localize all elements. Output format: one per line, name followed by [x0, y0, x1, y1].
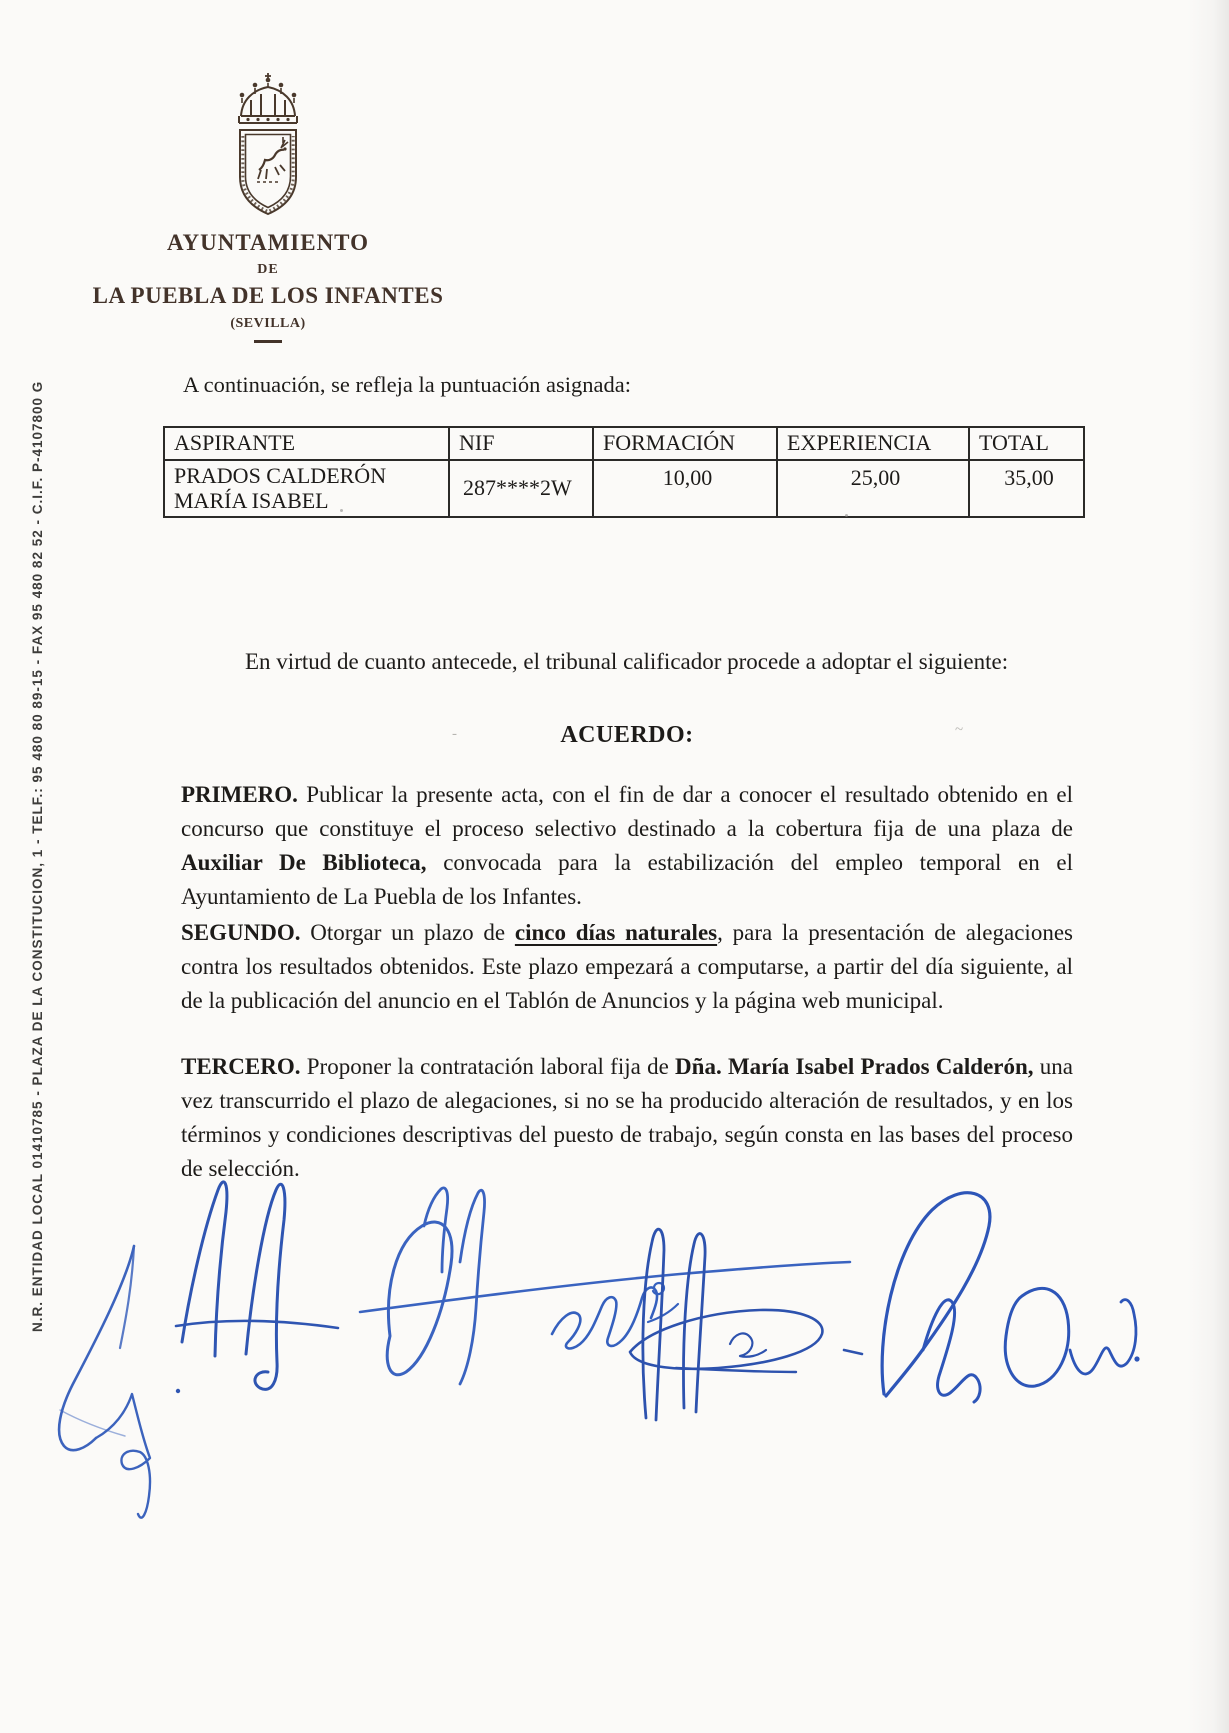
signature-2 [176, 1182, 338, 1393]
scan-speck-tilde: ~ [955, 722, 964, 738]
col-header-nif: NIF [449, 427, 593, 460]
municipal-coat-of-arms-icon [215, 70, 321, 220]
primero-text-1: Publicar la presente acta, con el fin de dar a conocer el resultado obtenido en el concurso que constituye el proceso selectivo destinado a la cobertura fija de una plaza de [181, 782, 1073, 841]
scan-speck-dash: - [452, 726, 457, 742]
cell-aspirante [164, 460, 449, 517]
paragraph-primero [181, 778, 1073, 914]
cell-experiencia: 25,00 [777, 460, 969, 517]
score-table [163, 426, 1085, 518]
aspirante-surname: PRADOS CALDERÓN [174, 463, 387, 488]
col-header-total: TOTAL [969, 427, 1084, 460]
intro-line: A continuación, se refleja la puntuación asignada: [183, 372, 631, 397]
tercero-lead: TERCERO. [181, 1054, 301, 1079]
segundo-text-2: , para la presentación de alegaciones contra los resultados obtenidos. Este plazo empezará a computarse, a partir del día siguiente, al de la publicación del anuncio en el Tablón de Anuncios y la página web municipal. [181, 920, 1073, 1013]
preamble-paragraph: En virtud de cuanto antecede, el tribunal calificador procede a adoptar el siguiente: [245, 649, 1009, 674]
acuerdo-heading: ACUERDO: [560, 722, 694, 748]
scan-speck [340, 509, 343, 512]
registration-sideline: N.R. ENTIDAD LOCAL 01410785 - PLAZA DE LA CONSTITUCION, 1 - TELF.: 95 480 80 89-15 - FAX 95 480 82 52 - C.I.F. P-4107800 G [30, 380, 45, 1332]
primero-lead: PRIMERO. [181, 782, 298, 807]
col-header-formacion: FORMACIÓN [593, 427, 777, 460]
col-header-aspirante: ASPIRANTE [164, 427, 449, 460]
col-header-experiencia: EXPERIENCIA [777, 427, 969, 460]
scan-speck [845, 514, 848, 517]
primero-text-2: convocada para la estabilización del empleo temporal en el Ayuntamiento de La Puebla de los Infantes. [181, 850, 1073, 909]
segundo-text-1: Otorgar un plazo de [300, 920, 515, 945]
cell-total: 35,00 [969, 460, 1084, 517]
org-name-line2: DE [257, 262, 279, 277]
cell-formacion: 10,00 [593, 460, 777, 517]
letterhead-divider [254, 340, 282, 343]
tercero-bold-name: Dña. María Isabel Prados Calderón, [675, 1054, 1034, 1079]
paragraph-segundo [181, 916, 1073, 1018]
signature-3 [360, 1188, 850, 1384]
signatures-block [30, 1050, 1180, 1550]
signature-5 [630, 1229, 862, 1420]
tercero-text-2: una vez transcurrido el plazo de alegaciones, si no se ha producido alteración de resultados, y en los términos y condiciones descriptivas del puesto de trabajo, según consta en las bases del proceso de selección. [181, 1054, 1074, 1181]
org-name-line3: LA PUEBLA DE LOS INFANTES [92, 283, 444, 308]
signature-1 [59, 1246, 150, 1518]
org-name-line4: (SEVILLA) [230, 316, 306, 331]
segundo-lead: SEGUNDO. [181, 920, 301, 945]
org-name-line1: AYUNTAMIENTO [167, 230, 369, 255]
segundo-underlined-term: cinco días naturales [514, 920, 718, 945]
aspirante-firstname: MARÍA ISABEL [174, 488, 329, 513]
cell-nif: 287****2W [449, 460, 593, 517]
signature-6 [882, 1193, 1139, 1402]
letterhead [88, 70, 448, 343]
table-row [164, 460, 1084, 517]
tercero-text-1: Proponer la contratación laboral fija de [300, 1054, 676, 1079]
table-header-row [164, 427, 1084, 460]
primero-bold-term: Auxiliar De Biblioteca, [181, 850, 427, 875]
